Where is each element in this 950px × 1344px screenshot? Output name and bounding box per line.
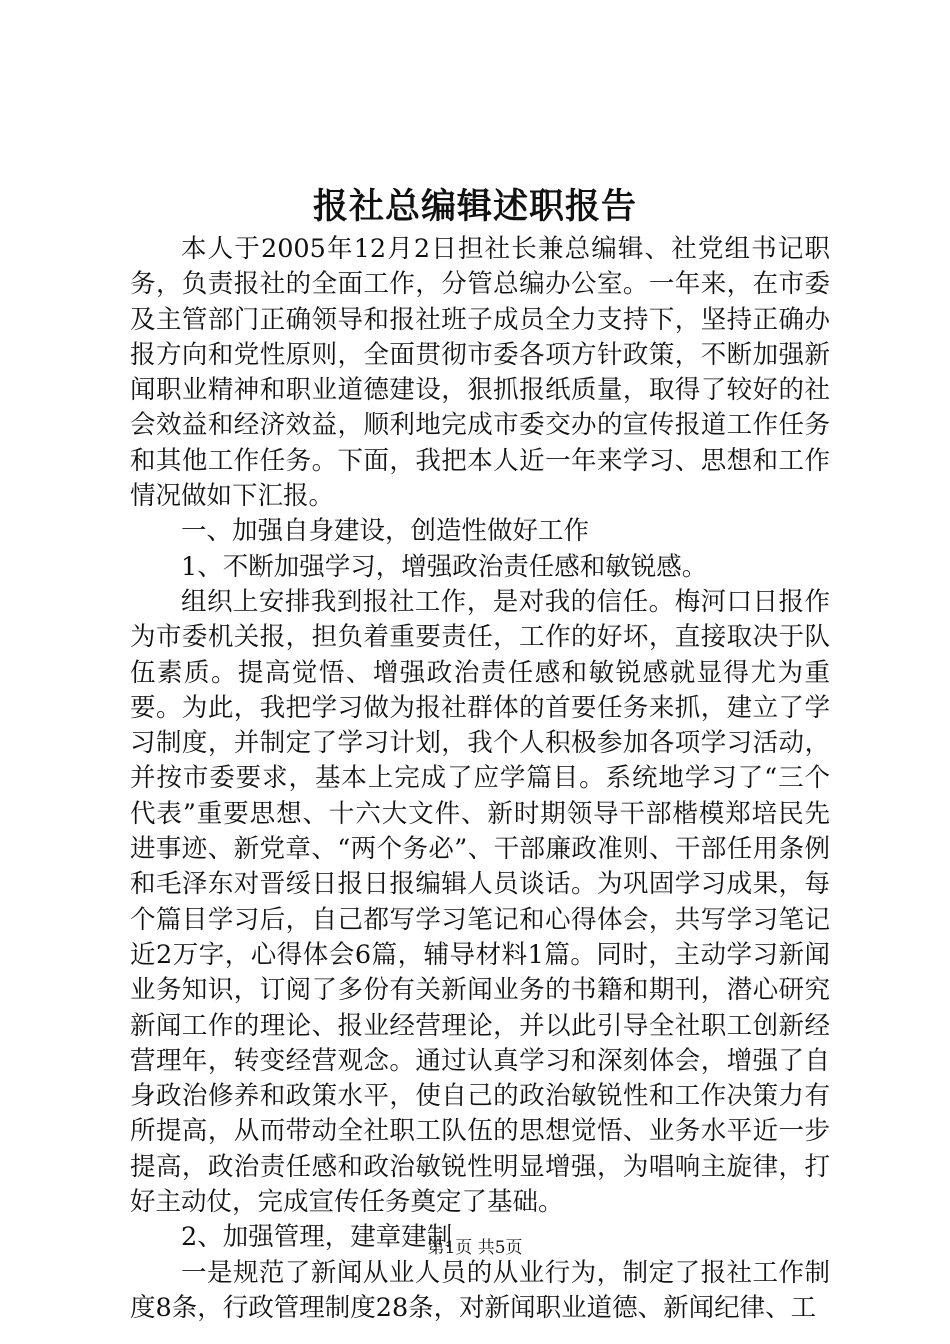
section-heading-1: 一、加强自身建设，创造性做好工作 — [181, 516, 590, 547]
paragraph-rules: 一是规范了新闻从业人员的从业行为，制定了报社工作制度8条，行政管理制度28条，对新闻职业道德、新闻纪律、工 — [130, 1257, 830, 1323]
document-title: 报社总编辑述职报告 — [312, 186, 637, 227]
paragraph-study: 组织上安排我到报社工作，是对我的信任。梅河口日报作为市委机关报，担负着重要责任，工作的好坏，直接取决于队伍素质。提高觉悟、增强政治责任感和敏锐感就显得尤为重要。为此，我把学习做为报社群体的首要任务来抓，建立了学习制度，并制定了学习计划，我个人积极参加各项学习活动，并按市委要求，基本上完成了应学篇目。系统地学习了“三个代表”重要思想、十六大文件、新时期领导干部楷模郑培民先进事迹、新党章、“两个务必”、干部廉政准则、干部任用条例和毛泽东对晋绥日报日报编辑人员谈话。为巩固学习成果，每个篇目学习后，自己都写学习笔记和心得体会，共写学习笔记近2万字，心得体会6篇，辅导材料1篇。同时，主动学习新闻业务知识，订阅了多份有关新闻业务的书籍和期刊，潜心研究新闻工作的理论、报业经营理论，并以此引导全社职工创新经营理年，转变经营观念。通过认真学习和深刻体会，增强了自身政治修养和政策水平，使自己的政治敏锐性和工作决策力有所提高，从而带动全社职工队伍的思想觉悟、业务水平近一步提高，政治责任感和政治敏锐性明显增强，为唱响主旋律，打好主动仗，完成宣传任务奠定了基础。 — [130, 586, 830, 1218]
subsection-heading-1: 1、不断加强学习，增强政治责任感和敏锐感。 — [181, 551, 708, 582]
page-footer: 第1页 共5页 — [427, 1238, 523, 1258]
document-body — [130, 232, 830, 1326]
paragraph-intro: 本人于2005年12月2日担社长兼总编辑、社党组书记职务，负责报社的全面工作，分管总编办公室。一年来，在市委及主管部门正确领导和报社班子成员全力支持下，坚持正确办报方向和党性原则，全面贯彻市委各项方针政策，不断加强新闻职业精神和职业道德建设，狠抓报纸质量，取得了较好的社会效益和经济效益，顺利地完成市委交办的宣传报道工作任务和其他工作任务。下面，我把本人近一年来学习、思想和工作情况做如下汇报。 — [130, 234, 830, 512]
subsection-heading-2: 2、加强管理，建章建制 — [181, 1222, 453, 1253]
